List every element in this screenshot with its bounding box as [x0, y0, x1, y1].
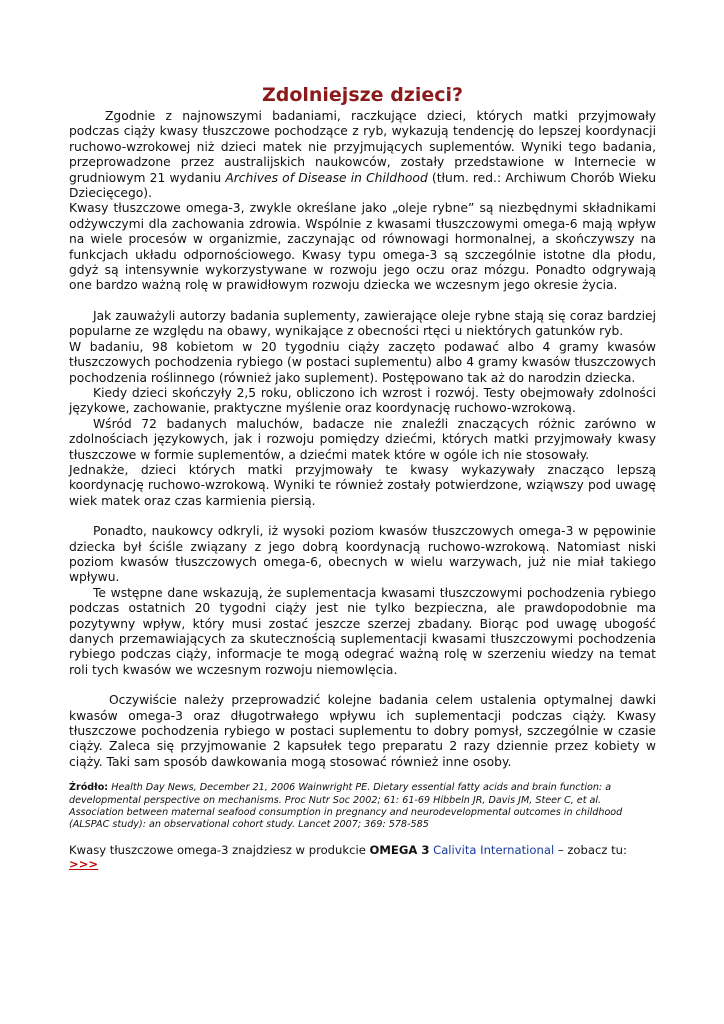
paragraph-intro-tail: (tłum. red.: Archiwum Chorób Wieku Dziecięcego).: [69, 170, 656, 201]
paragraph-results: Wśród 72 badanych maluchów, badacze nie znaleźli znaczących różnic zarówno w zdolnościach językowych, jak i rozwoju pomiędzy dziećmi, których matki przyjmowały kwasy tłuszczowe w formie suplementów, a dziećmi matek które w ogóle ich nie stosowały.: [69, 416, 656, 462]
paragraph-intro: [69, 109, 656, 201]
source-citation: [69, 782, 656, 831]
paragraph-umbilical: Ponadto, naukowcy odkryli, iż wysoki poziom kwasów tłuszczowych omega-3 w pępowinie dziecka był ściśle związany z jego dobrą koordynacją ruchowo-wzrokową. Natomiast niski poziom kwasów tłuszczowych omega-6, obecnych w wielu warzywach, już nie miał takiego wpływu.: [69, 524, 656, 585]
page-title: Zdolniejsze dzieci?: [261, 84, 464, 106]
product-name: OMEGA 3: [369, 843, 430, 858]
footer-prefix: Kwasy tłuszczowe omega-3 znajdziesz w produkcie: [69, 843, 370, 858]
product-footer: [69, 843, 656, 871]
more-link[interactable]: >>>: [69, 857, 99, 872]
paragraph-omega3: Kwasy tłuszczowe omega-3, zwykle określane jako „oleje rybne” są niezbędnymi składnikami odżywczymi dla zachowania zdrowia. Wspólnie z kwasami tłuszczowymi omega-6 mają wpływ na wiele procesów w organizmie, zaczynając od równowagi hormonalnej, a skończywszy na funkcjach układu odpornościowego. Kwasy typu omega-3 są szczególnie istotne dla płodu, gdyż są intensywnie wykorzystywane w rozwoju jego oczu oraz mózgu. Ponadto odgrywają one bardzo ważną rolę w prawidłowym rozwoju dziecka we wczesnym jego okresie życia.: [69, 201, 656, 293]
paragraph-tests: Kiedy dzieci skończyły 2,5 roku, obliczono ich wzrost i rozwój. Testy obejmowały zdolności językowe, zachowanie, praktyczne myślenie oraz koordynację ruchowo-wzrokową.: [69, 385, 656, 416]
source-text: Health Day News, December 21, 2006 Wainwright PE. Dietary essential fatty acids and brain function: a developmental perspective on mechanisms. Proc Nutr Soc 2002; 61: 61-69 Hibbeln JR, Davis JM, Steer C, et al. Association between maternal seafood consumption in pregnancy and neurodevelopmental outcomes in childhood (ALSPAC study): an observational cohort study. Lancet 2007; 369: 578-585: [69, 782, 623, 831]
brand-name: Calivita International: [433, 843, 555, 858]
paragraph-coordination: Jednakże, dzieci których matki przyjmowały te kwasy wykazywały znacząco lepszą koordynację ruchowo-wzrokową. Wyniki te również zostały potwierdzone, wziąwszy pod uwagę wiek matek oraz czas karmienia piersią.: [69, 462, 656, 508]
paragraph-authors: Jak zauważyli autorzy badania suplementy, zawierające oleje rybne stają się coraz bardziej popularne ze względu na obawy, wynikające z obecności rtęci u niektórych gatunków ryb.: [69, 308, 656, 339]
paragraph-conclusion: Oczywiście należy przeprowadzić kolejne badania celem ustalenia optymalnej dawki kwasów omega-3 oraz długotrwałego wpływu ich suplementacji podczas ciąży. Kwasy tłuszczowe pochodzenia rybiego w postaci suplementu to dobry pomysł, szczególnie w czasie ciąży. Zaleca się przyjmowanie 2 kapsułek tego preparatu 2 razy dziennie przez kobiety w ciąży. Taki sam sposób dawkowania mogą stosować również inne osoby.: [69, 693, 656, 769]
paragraph-study: W badaniu, 98 kobietom w 20 tygodniu ciąży zaczęto podawać albo 4 gramy kwasów tłuszczowych pochodzenia rybiego (w postaci suplementu) albo 4 gramy kwasów tłuszczowych pochodzenia roślinnego (również jako suplement). Postępowano tak aż do narodzin dziecka.: [69, 339, 656, 385]
paragraph-intro-text: Zgodnie z najnowszymi badaniami, raczkujące dzieci, których matki przyjmowały podczas ciąży kwasy tłuszczowe pochodzące z ryb, wykazują tendencję do lepszej koordynacji ruchowo-wzrokowej niż dzieci matek nie przyjmujących suplementów. Wyniki tego badania, przeprowadzone przez australijskich naukowców, zostały przedstawione w Internecie w grudniowym 21 wydaniu: [69, 109, 656, 185]
journal-title: Archives of Disease in Childhood: [225, 170, 428, 185]
article: [69, 84, 656, 871]
footer-suffix: – zobacz tu:: [554, 843, 627, 858]
source-label: Źródło:: [69, 782, 109, 794]
paragraph-preliminary: Te wstępne dane wskazują, że suplementacja kwasami tłuszczowymi pochodzenia rybiego podczas ostatnich 20 tygodni ciąży jest nie tylko bezpieczna, ale prawdopodobnie ma pozytywny wpływ, który musi zostać jeszcze szerzej zbadany. Biorąc pod uwagę ubogość danych przemawiających za skutecznością suplementacji kwasami tłuszczowymi pochodzenia rybiego podczas ciąży, informacje te mogą odegrać ważną rolę w szerzeniu wiedzy na temat roli tych kwasów we wczesnym rozwoju niemowlęcia.: [69, 585, 656, 677]
